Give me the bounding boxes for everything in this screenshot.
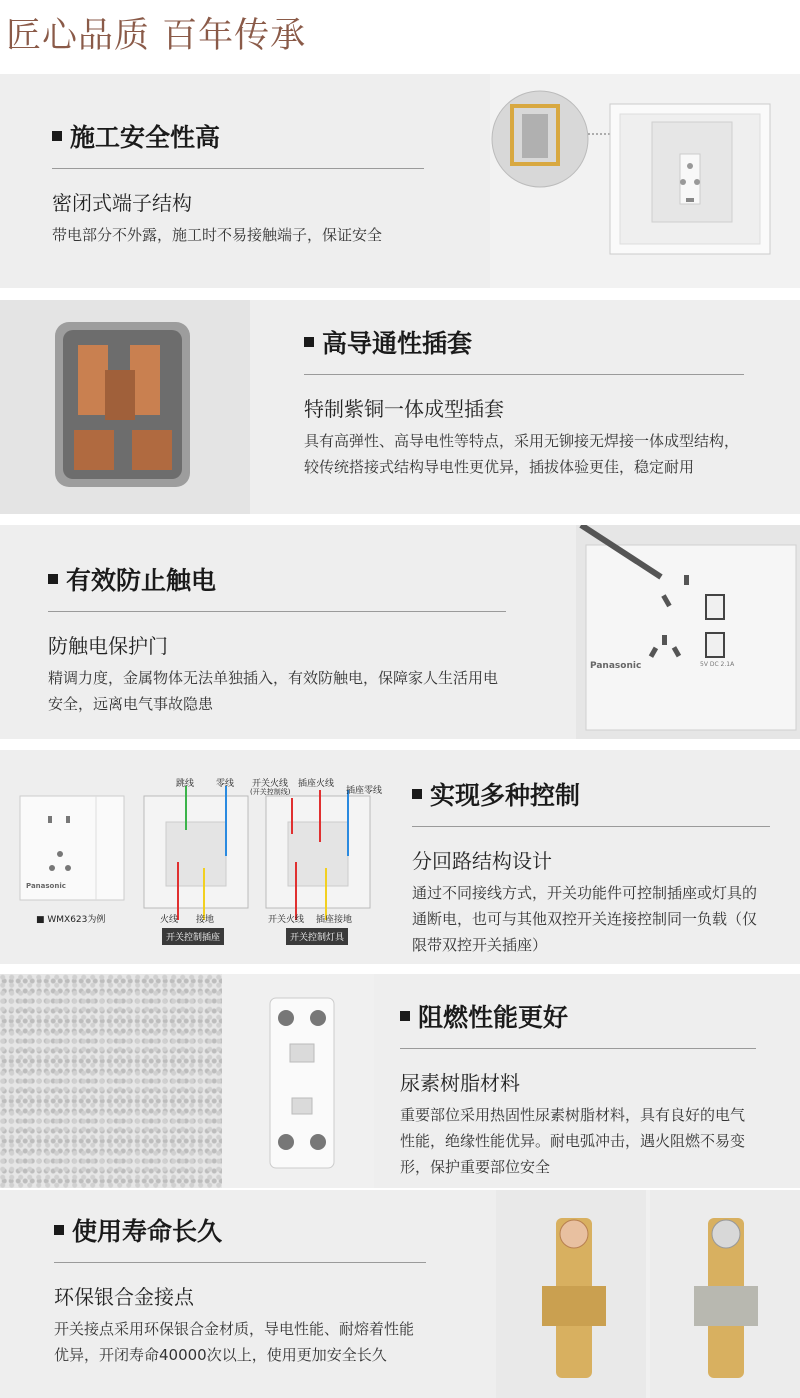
page-title: 匠心品质 百年传承 [6,16,307,56]
feature-section-conductivity [0,300,800,514]
label-switch-live-bottom: 开关火线 [268,915,305,925]
bullet-square-icon [52,131,62,141]
label-jumper: 跳线 [176,779,195,789]
bullet-square-icon [48,574,58,584]
section-heading: 有效防止触电 [66,566,217,595]
section-heading: 实现多种控制 [430,781,581,810]
section-heading: 使用寿命长久 [72,1217,223,1246]
bullet-square-icon [304,337,314,347]
resin-pellets-image [0,974,222,1188]
bullet-square-icon [400,1011,410,1021]
feature-section-flame-retardant [0,974,800,1188]
section-heading: 阻燃性能更好 [418,1003,569,1032]
protective-door-socket-image [576,525,800,739]
caption-tag: 开关控制插座 [162,928,224,945]
brand-logo: Panasonic [26,882,66,890]
divider [52,168,424,169]
label-live: 火线 [160,915,179,925]
divider [54,1262,426,1263]
section-description: 具有高弹性、高导电性等特点，采用无铆接无焊接一体成型结构，较传统搭接式结构导电性更优异，插拔体验更佳，稳定耐用 [304,432,740,476]
section-subheading: 分回路结构设计 [412,849,552,873]
resin-component-image [222,974,374,1188]
section-description: 通过不同接线方式，开关功能件可控制插座或灯具的通断电，也可与其他双控开关连接控制同一负载（仅限带双控开关插座） [412,884,758,954]
feature-section-safety [0,74,800,288]
silver-alloy-contacts-image [496,1190,800,1398]
section-subheading: 密闭式端子结构 [52,191,192,215]
label-switch-control-line: (开关控制线) [250,788,291,796]
terminal-structure-image [490,74,800,288]
section-subheading: 环保银合金接点 [54,1285,194,1309]
section-heading: 施工安全性高 [70,123,221,152]
feature-section-shock-protection [0,525,800,739]
section-heading: 高导通性插套 [322,329,473,358]
label-socket-neutral: 插座零线 [346,786,383,796]
brand-logo: Panasonic [590,661,642,671]
label-neutral: 零线 [216,779,235,789]
bullet-square-icon [54,1225,64,1235]
divider [48,611,506,612]
section-description: 重要部位采用热固性尿素树脂材料，具有良好的电气性能，绝缘性能优异。耐电弧冲击，遇火阻燃不易变形，保护重要部位安全 [400,1106,746,1176]
label-socket-live: 插座火线 [298,779,335,789]
section-description: 开关接点采用环保银合金材质，导电性能、耐熔着性能优异，开闭寿命40000次以上，使用更加安全长久 [54,1320,415,1364]
model-label: ■ WMX623为例 [36,915,106,925]
label-switch-live: 开关火线 [252,779,289,789]
feature-section-control [0,750,800,964]
section-subheading: 防触电保护门 [48,634,168,658]
divider [400,1048,756,1049]
wiring-diagram [0,750,400,964]
label-socket-ground: 插座接地 [316,915,353,925]
section-description: 精调力度，金属物体无法单独插入，有效防触电，保障家人生活用电安全，远离电气事故隐患 [48,669,499,713]
divider [304,374,744,375]
feature-section-longevity [0,1190,800,1398]
copper-sleeve-image [0,300,250,514]
section-description: 带电部分不外露，施工时不易接触端子，保证安全 [52,226,383,244]
divider [412,826,770,827]
section-subheading: 特制紫铜一体成型插套 [304,397,504,421]
usb-spec-label: 5V DC 2.1A [700,661,735,668]
section-subheading: 尿素树脂材料 [400,1071,520,1095]
caption-tag: 开关控制灯具 [286,928,348,945]
bullet-square-icon [412,789,422,799]
label-ground: 接地 [196,915,215,925]
